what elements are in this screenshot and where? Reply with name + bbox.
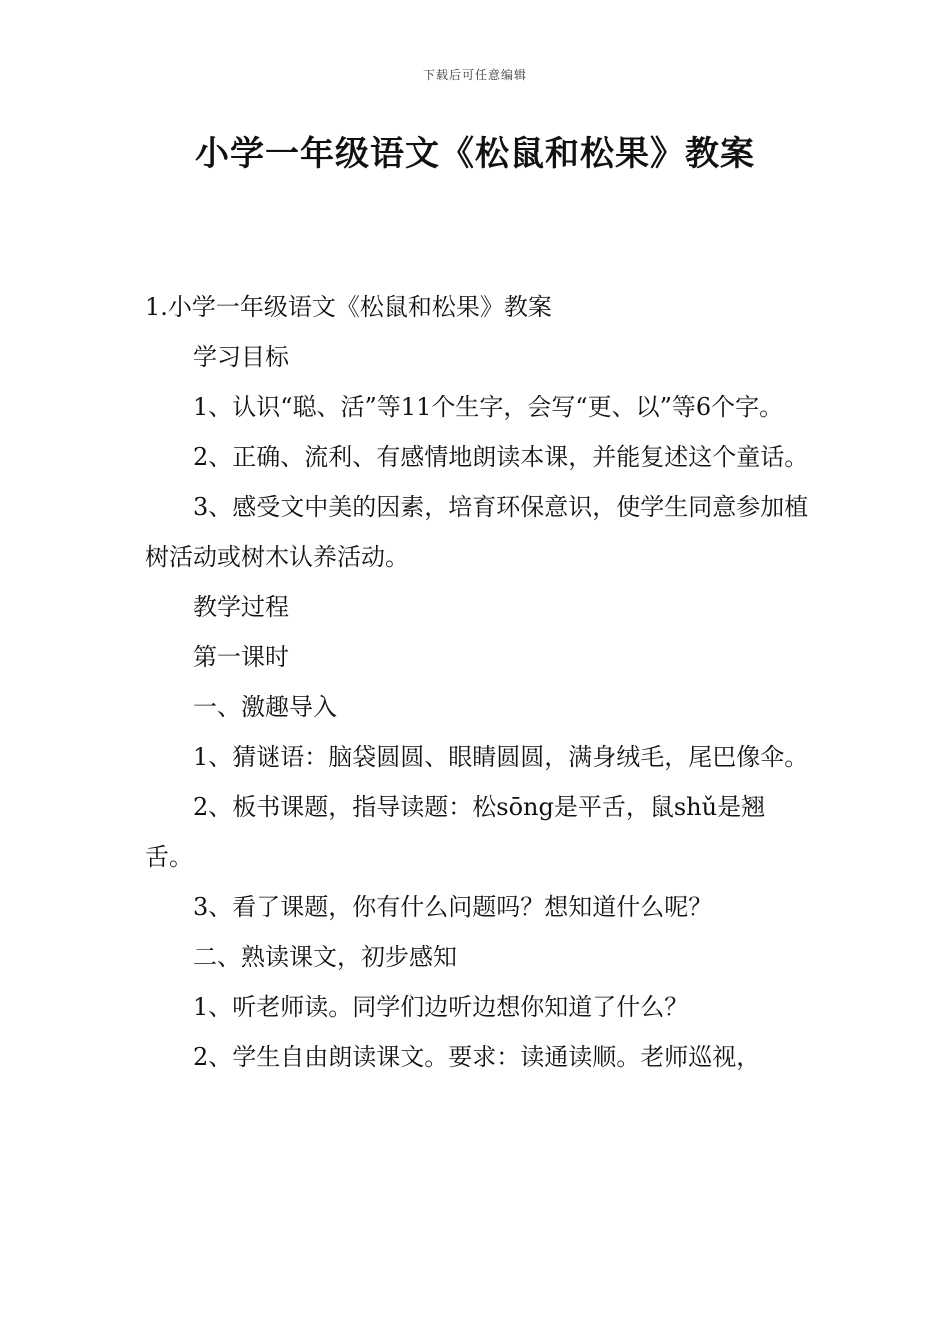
header-note: 下载后可任意编辑 <box>422 68 527 82</box>
paragraph: 1、猜谜语：脑袋圆圆、眼睛圆圆，满身绒毛，尾巴像伞。 <box>193 743 809 771</box>
paragraph: 学习目标 <box>193 343 289 371</box>
paragraph: 一、激趣导入 <box>193 693 337 721</box>
paragraph: 1、认识“聪、活”等11个生字，会写“更、以”等6个字。 <box>193 393 784 421</box>
paragraph: 1、听老师读。同学们边听边想你知道了什么？ <box>193 993 689 1021</box>
paragraph: 第一课时 <box>193 643 289 671</box>
paragraph: 二、熟读课文，初步感知 <box>193 943 457 971</box>
paragraph: 3、看了课题，你有什么问题吗？想知道什么呢？ <box>193 893 713 921</box>
paragraph: 2、板书课题，指导读题：松sōng是平舌，鼠shǔ是翘舌。 <box>145 793 766 871</box>
section-heading: 1.小学一年级语文《松鼠和松果》教案 <box>145 293 552 321</box>
document-body <box>145 282 810 1082</box>
paragraph: 3、感受文中美的因素，培育环保意识，使学生同意参加植树活动或树木认养活动。 <box>145 493 809 571</box>
document-title: 小学一年级语文《松鼠和松果》教案 <box>195 134 755 174</box>
paragraph: 2、学生自由朗读课文。要求：读通读顺。老师巡视， <box>193 1043 761 1071</box>
paragraph: 2、正确、流利、有感情地朗读本课，并能复述这个童话。 <box>193 443 809 471</box>
paragraph: 教学过程 <box>193 593 289 621</box>
